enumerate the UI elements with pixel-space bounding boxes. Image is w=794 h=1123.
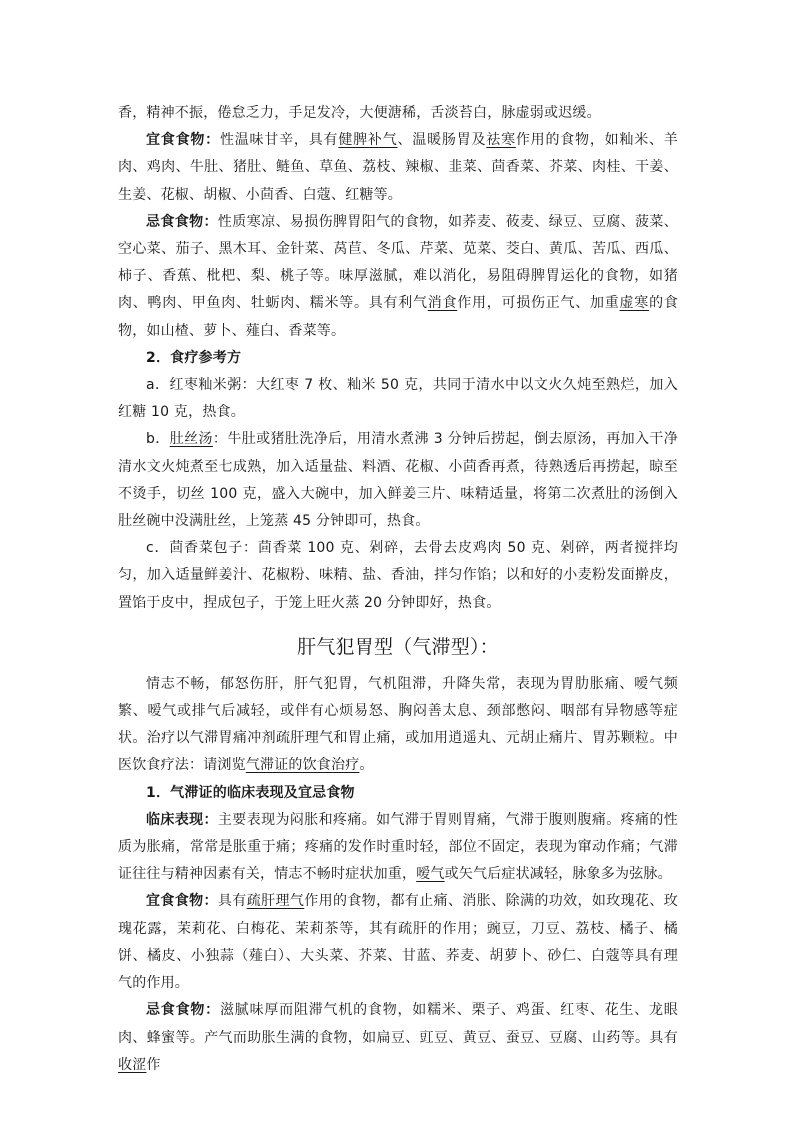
section-title: 肝气犯胃型（气滞型）： (297, 635, 499, 658)
link-shouse[interactable]: 收涩 (118, 1056, 147, 1073)
paragraph-avoid-foods-qizhi (118, 997, 678, 1079)
subheading-diet-recipes: 2．食疗参考方 (146, 349, 242, 366)
label-suitable-foods: 宜食食物： (146, 893, 218, 910)
subheading-qizhi-clinical: 1．气滞证的临床表现及宜忌食物 (146, 784, 355, 801)
paragraph-avoid-foods-cold (118, 209, 678, 345)
text-run: 性质寒凉、易损伤脾胃阳气的食物，如荞麦、莜麦、绿豆、豆腐、菠菜、空心菜、茄子、黑木耳、金针菜、莴苣、冬瓜、芹菜、苋菜、茭白、黄瓜、苦瓜、西瓜、柿子、香蕉、枇杷、梨、桃子等。味厚滋腻，难以消化，易阻碍脾胃运化的食物，如猪肉、鸭肉、甲鱼肉、牡蛎肉、糯米等。具有利气 (118, 213, 678, 312)
paragraph-suitable-foods-qizhi (118, 888, 678, 997)
paragraph-symptoms-continued: 香，精神不振，倦怠乏力，手足发冷，大便溏稀，舌淡苔白，脉虚弱或迟缓。 (118, 105, 601, 121)
text-run: 主要表现为闷胀和疼痛。如气滞于胃则胃痛，气滞于腹则腹痛。疼痛的性质为胀痛，常常是胀重于痛；疼痛的发作时重时轻，部位不固定，表现为窜动作痛；气滞证往往与精神因素有关，情志不畅时症状加重， (118, 811, 678, 883)
link-xiaoshi[interactable]: 消食 (427, 295, 458, 312)
link-qizhi-diet[interactable]: 气滞证的饮食治疗 (245, 757, 360, 774)
text-run: 的食物，如山楂、萝卜、薤白、香菜等。 (118, 295, 679, 339)
text-run: 作 (146, 1056, 161, 1073)
text-run: 。 (359, 757, 374, 774)
text-run: 或矢气后症状减轻，脉象多为弦脉。 (444, 866, 672, 883)
link-dusi-tang[interactable]: 肚丝汤 (169, 431, 213, 448)
text-run: ：牛肚或猪肚洗净后，用清水煮沸 3 分钟后捞起，倒去原汤，再加入干净清水文火炖煮至七成熟，加入适量盐、料酒、花椒、小茴香再煮，待熟透后再捞起，晾至不烫手，切丝 100 克，盛入大碗中，加入鲜姜三片、味精适量，将第二次煮肚的汤倒入肚丝碗中没满肚丝，上笼蒸 45 分钟即可，热食。 (118, 431, 679, 530)
link-shugan-liqi[interactable]: 疏肝理气 (246, 893, 305, 910)
recipe-b (118, 426, 678, 535)
label-suitable-foods: 宜食食物： (146, 132, 220, 149)
document-page (118, 100, 678, 1079)
text-run: 性温味甘辛，具有 (219, 132, 339, 149)
label-avoid-foods: 忌食食物： (146, 213, 218, 230)
text-run: 情志不畅，郁怒伤肝，肝气犯胃，气机阻滞，升降失常，表现为胃肋胀痛、嗳气频繁、嗳气或排气后减轻，或伴有心烦易怒、胸闷善太息、颈部憋闷、咽部有异物感等症状。治疗以气滞胃痛冲剂疏肝理气和胃止痛，或加用逍遥丸、元胡止痛片、胃苏颗粒。中医饮食疗法：请浏览 (118, 675, 678, 774)
link-aiqi[interactable]: 嗳气 (416, 866, 445, 883)
recipe-c: c．茴香菜包子：茴香菜 100 克、剁碎，去骨去皮鸡肉 50 克、剁碎，两者搅拌均匀，加入适量鲜姜汁、花椒粉、味精、盐、香油，拌匀作馅；以和好的小麦粉发面擀皮，置馅于皮中，捏成包子，于笼上旺火蒸 20 分钟即好，热食。 (118, 540, 678, 611)
text-run: 具有 (217, 893, 247, 910)
paragraph-clinical-manifestation (118, 807, 678, 889)
text-run: b． (146, 431, 170, 448)
text-run: 作用，可损伤正气、加重 (457, 295, 620, 312)
link-quhan[interactable]: 祛寒 (486, 132, 516, 149)
text-run: 作用的食物，都有止痛、消胀、除满的功效，如玫瑰花、玫瑰花露，茉莉花、白梅花、茉莉茶等，其有疏肝的作用；豌豆，刀豆、荔枝、橘子、橘饼、橘皮、小独蒜（薤白）、大头菜、芥菜、甘蓝、荞麦、胡萝卜、砂仁、白蔻等具有理气的作用。 (118, 893, 678, 992)
text-run: 滋腻味厚而阻滞气机的食物，如糯米、栗子、鸡蛋、红枣、花生、龙眼肉、蜂蜜等。产气而助胀生满的食物，如扁豆、豇豆、黄豆、蚕豆、豆腐、山药等。具有 (118, 1002, 679, 1046)
link-jianpi-buqi[interactable]: 健脾补气 (338, 132, 398, 149)
recipe-a: a．红枣籼米粥：大红枣 7 枚、籼米 50 克，共同于清水中以文火久炖至熟烂，加入红糖 10 克，热食。 (118, 377, 678, 421)
text-run: 作用的食物，如籼米、羊肉、鸡肉、牛肚、猪肚、鲢鱼、草鱼、荔枝、辣椒、韭菜、茴香菜、芥菜、肉桂、干姜、生姜、花椒、胡椒、小茴香、白蔻、红糖等。 (118, 132, 679, 203)
text-run: 、温暖肠胃及 (397, 132, 487, 149)
paragraph-suitable-foods-cold (118, 127, 678, 209)
paragraph-liver-qi-intro (118, 671, 678, 780)
link-xuhan[interactable]: 虚寒 (619, 295, 650, 312)
label-clinical: 临床表现： (146, 811, 218, 828)
label-avoid-foods: 忌食食物： (146, 1002, 220, 1019)
